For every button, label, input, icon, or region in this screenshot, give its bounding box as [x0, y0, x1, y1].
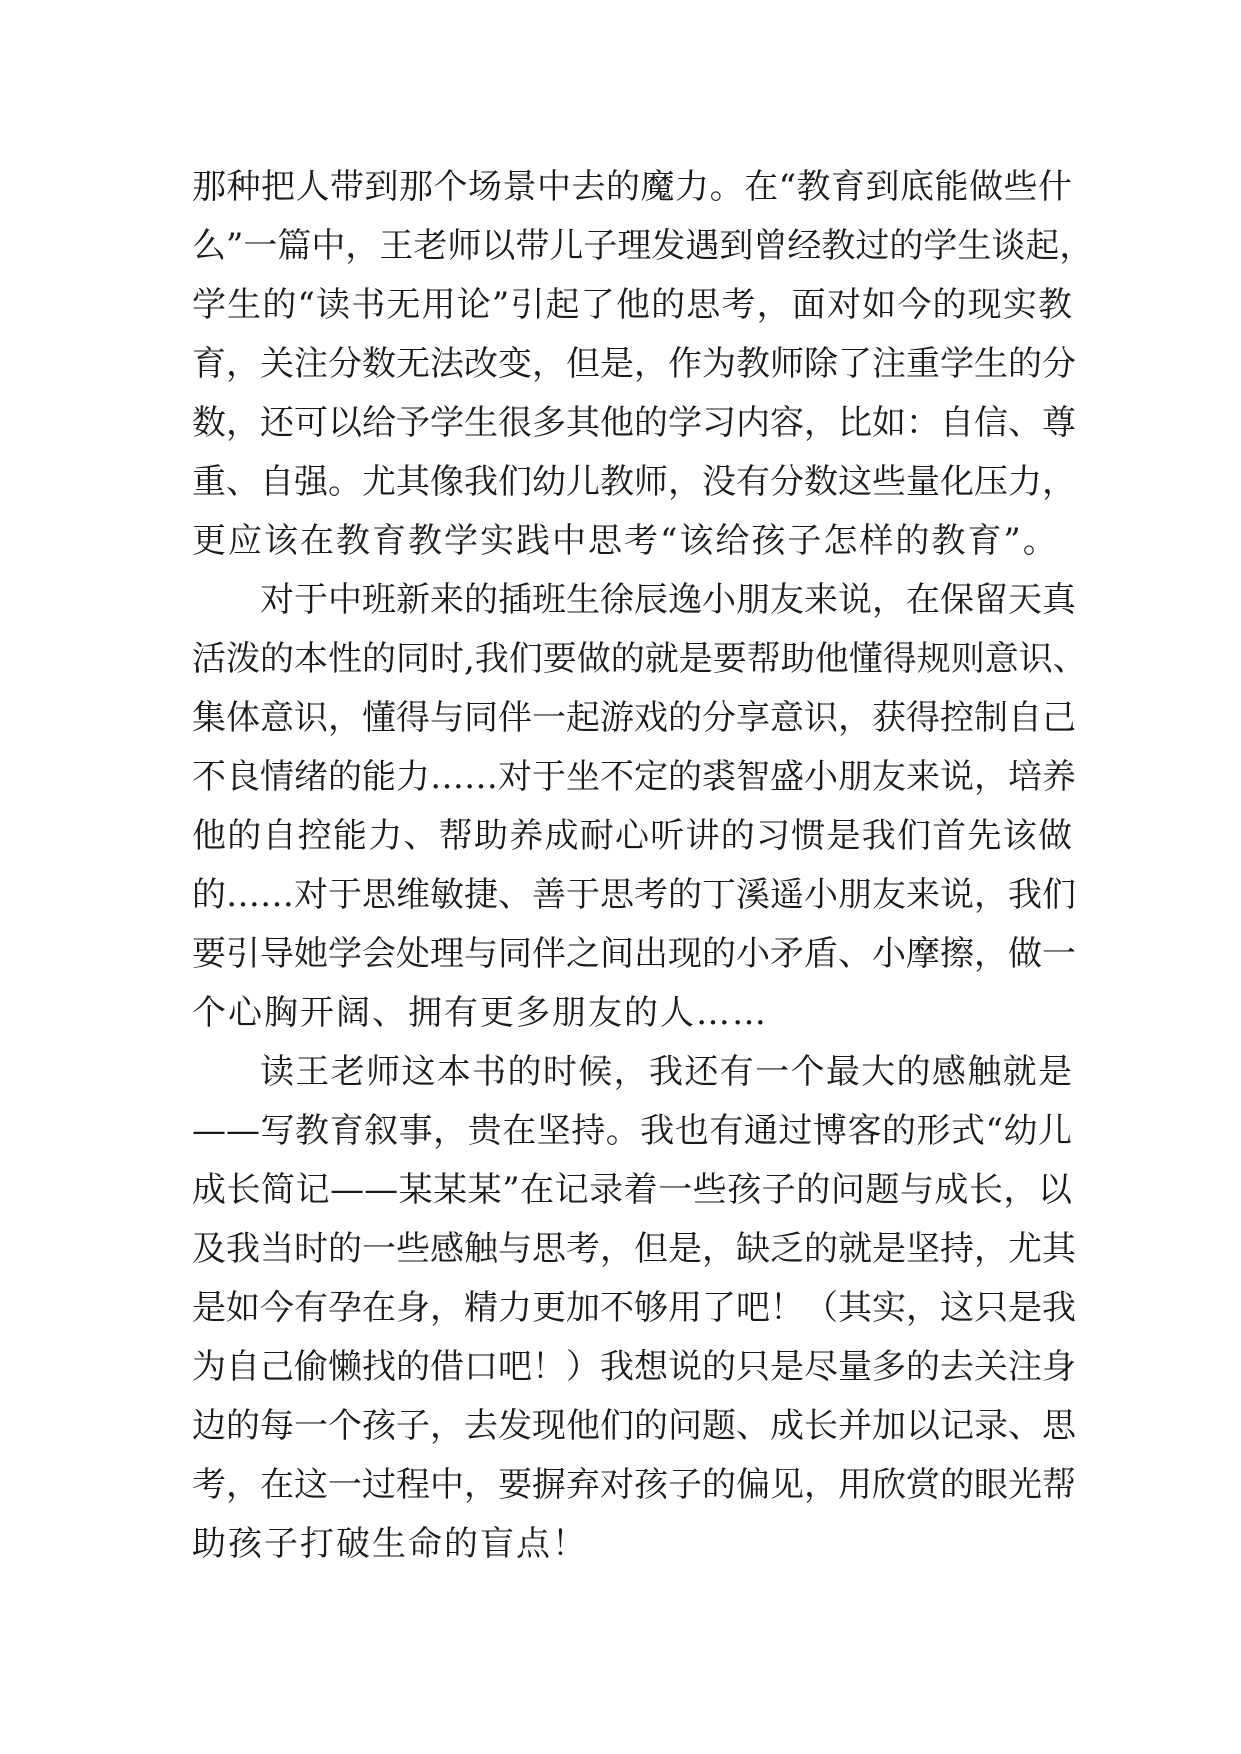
body-text	[192, 158, 1094, 1574]
text-line: 那种把人带到那个场景中去的魔力。在“教育到底能做些什	[192, 167, 1072, 207]
text-line: 活泼的本性的同时,我们要做的就是要帮助他懂得规则意识、	[192, 639, 1087, 679]
text-line: 集体意识，懂得与同伴一起游戏的分享意识，获得控制自己	[192, 698, 1076, 738]
text-line: 要引导她学会处理与同伴之间出现的小矛盾、小摩擦，做一	[192, 934, 1076, 974]
text-line: 更应该在教育教学实践中思考“该给孩子怎样的教育”。	[192, 521, 1059, 561]
text-line: 个心胸开阔、拥有更多朋友的人……	[192, 993, 768, 1033]
text-line: 为自己偷懒找的借口吧！）我想说的只是尽量多的去关注身	[192, 1347, 1076, 1387]
text-line: 及我当时的一些感触与思考，但是，缺乏的就是坚持，尤其	[192, 1229, 1076, 1269]
text-line: 的……对于思维敏捷、善于思考的丁溪遥小朋友来说，我们	[192, 875, 1076, 915]
text-line: 是如今有孕在身，精力更加不够用了吧！（其实，这只是我	[192, 1288, 1076, 1328]
paragraph-1	[192, 158, 1094, 571]
text-line: 助孩子打破生命的盲点！	[192, 1524, 588, 1564]
text-line: 重、自强。尤其像我们幼儿教师，没有分数这些量化压力，	[192, 462, 1076, 502]
text-line: 边的每一个孩子，去发现他们的问题、成长并加以记录、思	[192, 1406, 1076, 1446]
text-line: 考，在这一过程中，要摒弃对孩子的偏见，用欣赏的眼光帮	[192, 1465, 1076, 1505]
paragraph-3	[192, 1043, 1076, 1574]
text-line: 读王老师这本书的时候，我还有一个最大的感触就是	[260, 1052, 1072, 1092]
paragraph-2	[192, 571, 1087, 1043]
text-line: 么”一篇中，王老师以带儿子理发遇到曾经教过的学生谈起，	[192, 226, 1094, 266]
text-line: ——写教育叙事，贵在坚持。我也有通过博客的形式“幼儿	[192, 1111, 1072, 1151]
text-line: 成长简记——某某某”在记录着一些孩子的问题与成长，以	[192, 1170, 1072, 1210]
text-line: 学生的“读书无用论”引起了他的思考，面对如今的现实教	[192, 285, 1072, 325]
text-line: 对于中班新来的插班生徐辰逸小朋友来说，在保留天真	[260, 580, 1076, 620]
text-line: 他的自控能力、帮助养成耐心听讲的习惯是我们首先该做	[192, 816, 1072, 856]
text-line: 数，还可以给予学生很多其他的学习内容，比如：自信、尊	[192, 403, 1076, 443]
text-line: 不良情绪的能力……对于坐不定的裘智盛小朋友来说，培养	[192, 757, 1076, 797]
text-line: 育，关注分数无法改变，但是，作为教师除了注重学生的分	[192, 344, 1076, 384]
